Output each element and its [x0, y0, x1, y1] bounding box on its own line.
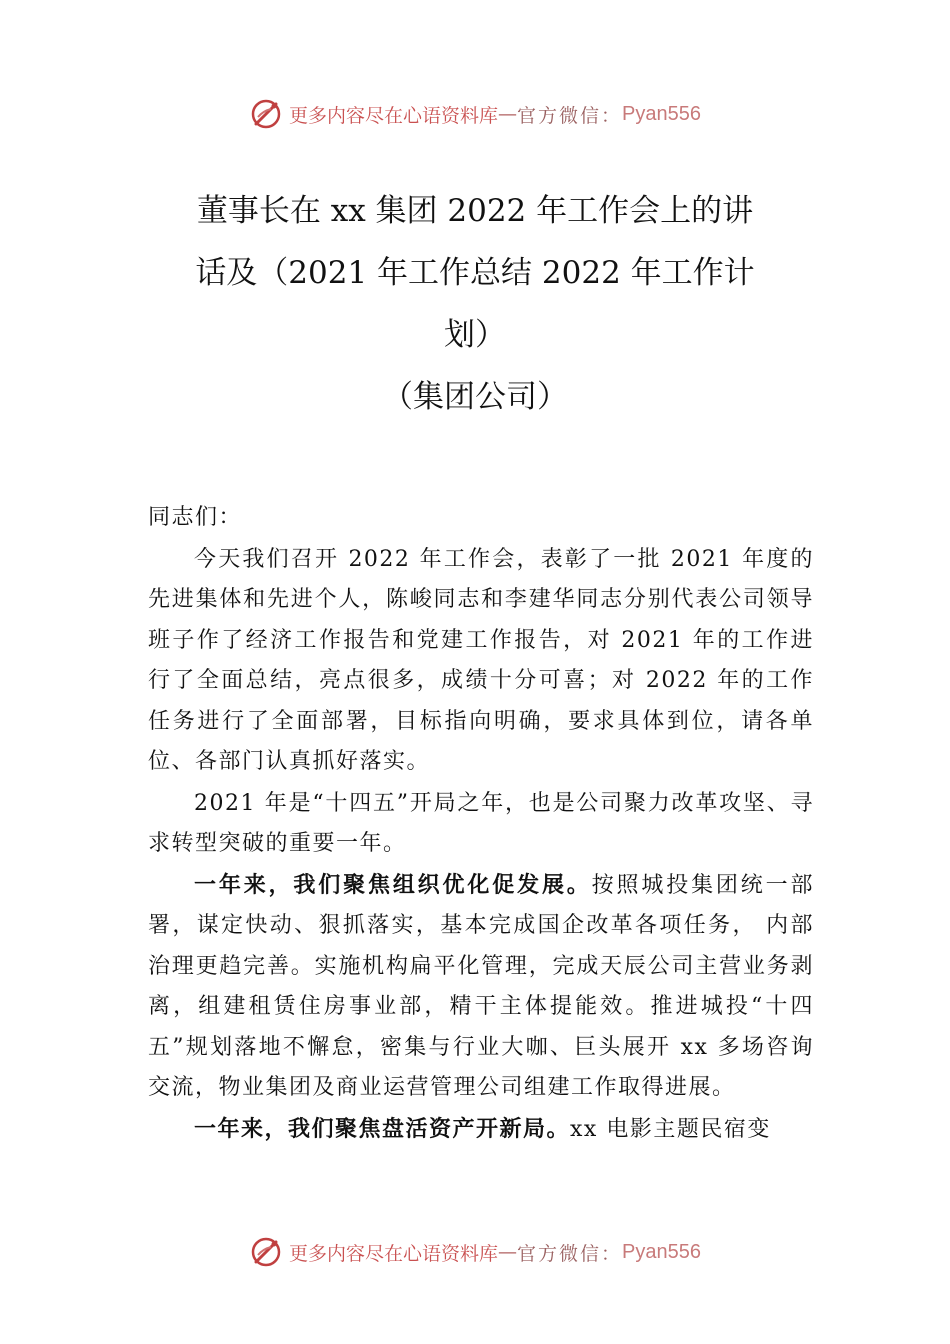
- document-title-line-1: 董事长在 xx 集团 2022 年工作会上的讲: [196, 193, 754, 229]
- document-title-line-3: 划）: [444, 317, 506, 353]
- watermark-wechat-label: 官方微信：: [517, 1242, 623, 1265]
- paragraph-text: 今天我们召开 2022 年工作会，表彰了一批 2021 年度的先进集体和先进个人，陈峻同志和李建华同志分别代表公司领导班子作了经济工作报告和党建工作报告，对 2021 年的工作进行了全面总结，亮点很多，成绩十分可喜；对 2022 年的工作任务进行了全面部署，目标指向明确，要求具体到位，请各单位、各部门认真抓好落实。: [148, 546, 814, 774]
- salutation: 同志们：: [148, 505, 243, 530]
- paragraph-text: 2021 年是“十四五”开局之年，也是公司聚力改革攻坚、寻求转型突破的重要一年。: [148, 790, 814, 856]
- body-paragraph-3: [148, 865, 814, 1109]
- watermark-banner-bottom: [0, 1232, 950, 1272]
- watermark-separator: —: [498, 1241, 518, 1263]
- document-body: [148, 498, 814, 1150]
- paragraph-lead-bold: 一年来，我们聚焦盘活资产开新局。: [194, 1115, 571, 1142]
- paragraph-lead-bold: 一年来，我们聚焦组织优化促发展。: [194, 871, 592, 898]
- brush-logo-icon: [249, 1235, 283, 1269]
- watermark-wechat-id: Pyan556: [622, 1240, 701, 1263]
- document-subtitle: （集团公司）: [382, 379, 568, 415]
- body-paragraph-4: [148, 1109, 814, 1151]
- watermark-text: 更多内容尽在心语资料库: [289, 104, 499, 127]
- paragraph-text: xx 电影主题民宿变: [570, 1116, 771, 1142]
- watermark-banner-top: [0, 94, 950, 134]
- watermark-separator: —: [498, 103, 518, 125]
- brush-logo-icon: [249, 97, 283, 131]
- watermark-text: 更多内容尽在心语资料库: [289, 1242, 499, 1265]
- body-paragraph-2: [148, 783, 814, 865]
- watermark-wechat-label: 官方微信：: [517, 104, 623, 127]
- document-title-line-2: 话及（2021 年工作总结 2022 年工作计: [195, 255, 755, 291]
- body-paragraph-1: [148, 539, 814, 783]
- paragraph-text: 按照城投集团统一部署，谋定快动、狠抓落实，基本完成国企改革各项任务， 内部治理更趋完善。实施机构扁平化管理，完成天辰公司主营业务剥离，组建租赁住房事业部，精干主体提能效。推进城投“十四五”规划落地不懈怠，密集与行业大咖、巨头展开 xx 多场咨询交流，物业集团及商业运营管理公司组建工作取得进展。: [148, 872, 814, 1100]
- watermark-wechat-id: Pyan556: [622, 102, 701, 125]
